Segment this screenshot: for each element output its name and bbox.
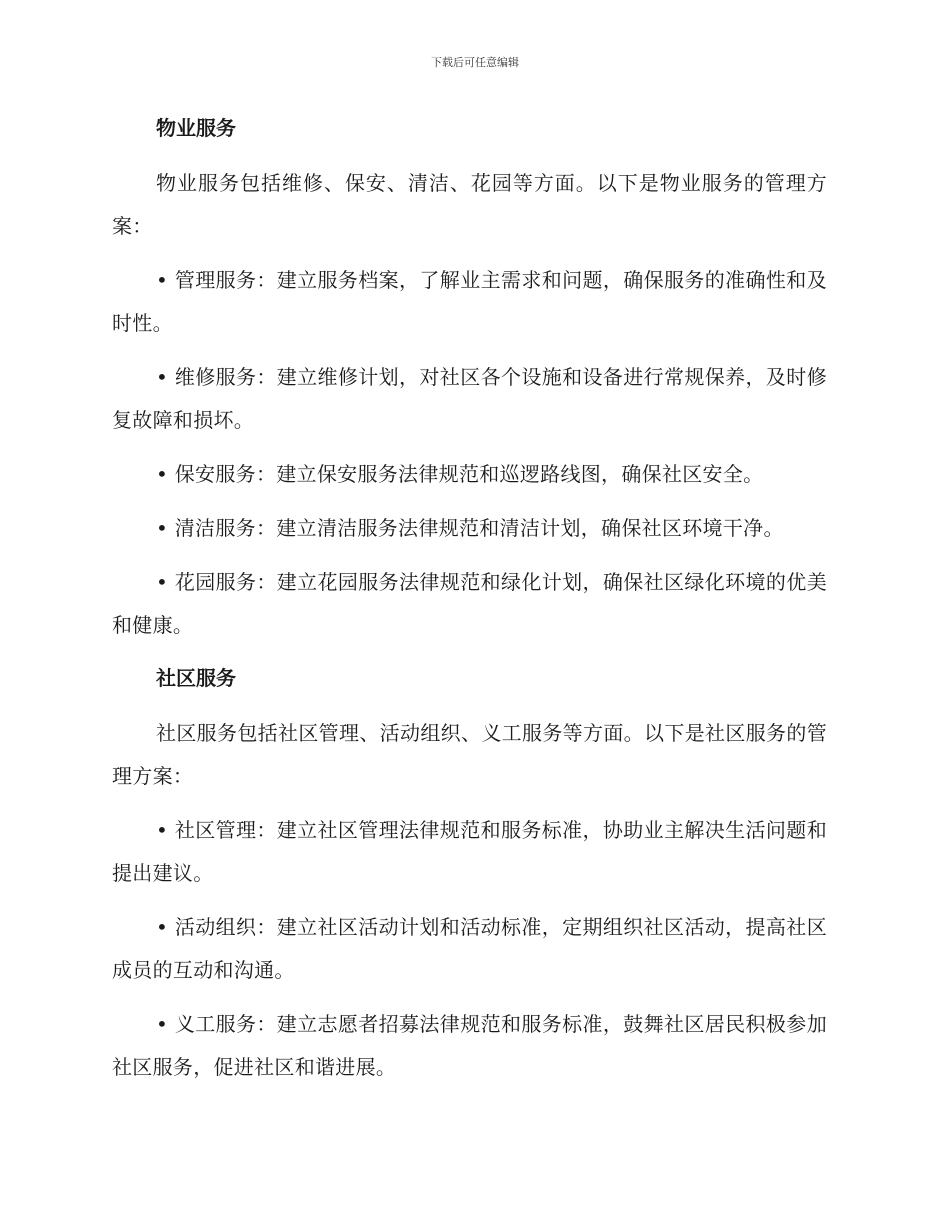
list-item: • 义工服务：建立志愿者招募法律规范和服务标准，鼓舞社区居民积极参加社区服务，促进社区和谐进展。 bbox=[112, 1012, 827, 1079]
list-item: • 花园服务：建立花园服务法律规范和绿化计划，确保社区绿化环境的优美和健康。 bbox=[112, 570, 827, 637]
list-item: • 活动组织：建立社区活动计划和活动标准，定期组织社区活动，提高社区成员的互动和沟通。 bbox=[112, 915, 827, 982]
list-item: • 管理服务：建立服务档案，了解业主需求和问题，确保服务的准确性和及时性。 bbox=[112, 268, 827, 335]
document-content bbox=[112, 108, 827, 1100]
list-item: • 维修服务：建立维修计划，对社区各个设施和设备进行常规保养，及时修复故障和损坏。 bbox=[112, 365, 827, 432]
section-heading-property-service: 物业服务 bbox=[156, 116, 236, 140]
list-item: • 社区管理：建立社区管理法律规范和服务标准，协助业主解决生活问题和提出建议。 bbox=[112, 818, 827, 885]
list-item: • 保安服务：建立保安服务法律规范和巡逻路线图，确保社区安全。 bbox=[156, 462, 764, 486]
section-intro: 社区服务包括社区管理、活动组织、义工服务等方面。以下是社区服务的管理方案： bbox=[112, 721, 827, 788]
section-intro: 物业服务包括维修、保安、清洁、花园等方面。以下是物业服务的管理方案： bbox=[112, 171, 827, 238]
list-item: • 清洁服务：建立清洁服务法律规范和清洁计划，确保社区环境干净。 bbox=[156, 516, 784, 540]
header-note: 下载后可任意编辑 bbox=[431, 56, 519, 69]
section-heading-community-service: 社区服务 bbox=[156, 666, 236, 690]
